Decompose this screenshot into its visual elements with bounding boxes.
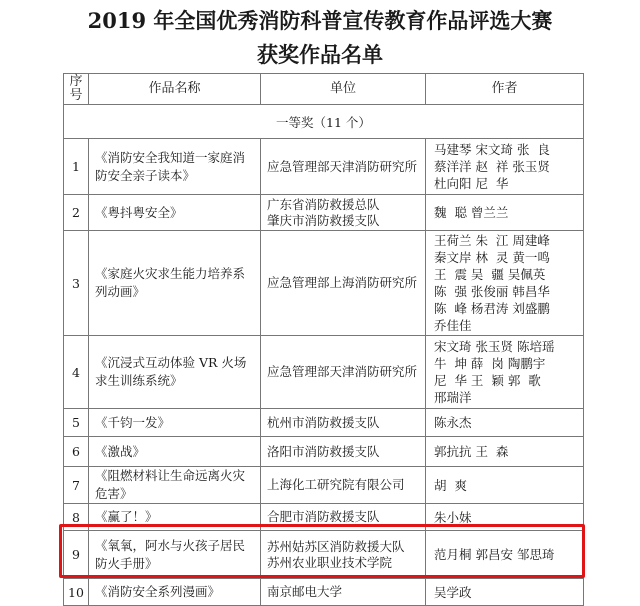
table-row-highlighted xyxy=(64,531,584,579)
section-row xyxy=(64,105,584,139)
row-seq: 9 xyxy=(64,531,89,579)
table-row xyxy=(64,195,584,231)
document-title: 2019 年全国优秀消防科普宣传教育作品评选大赛 xyxy=(87,8,553,33)
row-unit: 应急管理部上海消防研究所 xyxy=(261,231,426,336)
header-author: 作者 xyxy=(426,74,584,105)
row-seq: 4 xyxy=(64,336,89,409)
row-seq: 10 xyxy=(64,579,89,606)
row-author: 范月桐 郭昌安 邹思琦 xyxy=(426,531,584,579)
table-row xyxy=(64,504,584,531)
document-subtitle: 获奖作品名单 xyxy=(257,42,383,67)
table-header-row xyxy=(64,74,584,105)
row-seq: 6 xyxy=(64,437,89,467)
section-label: 一等奖（11 个） xyxy=(64,105,584,139)
row-seq: 3 xyxy=(64,231,89,336)
row-unit: 洛阳市消防救援支队 xyxy=(261,437,426,467)
row-author: 胡 爽 xyxy=(426,467,584,504)
row-name: 《激战》 xyxy=(89,437,261,467)
row-name: 《赢了！》 xyxy=(89,504,261,531)
row-author: 魏 聪 曾兰兰 xyxy=(426,195,584,231)
awards-table xyxy=(63,73,584,606)
row-name: 《沉浸式互动体验 VR 火场求生训练系统》 xyxy=(89,336,261,409)
row-unit: 上海化工研究院有限公司 xyxy=(261,467,426,504)
row-unit: 合肥市消防救援支队 xyxy=(261,504,426,531)
table-row xyxy=(64,336,584,409)
row-author: 陈永杰 xyxy=(426,409,584,437)
row-name: 《消防安全系列漫画》 xyxy=(89,579,261,606)
row-seq: 1 xyxy=(64,139,89,195)
row-author: 吴学政 xyxy=(426,579,584,606)
row-unit: 南京邮电大学 xyxy=(261,579,426,606)
row-author: 马建琴 宋文琦 张 良 蔡洋洋 赵 祥 张玉贤 杜向阳 尼 华 xyxy=(426,139,584,195)
table-row xyxy=(64,437,584,467)
row-author: 宋文琦 张玉贤 陈培瑶 牛 坤 薛 岗 陶鹏宇 尼 华 王 颖 郭 歌 邢瑞洋 xyxy=(426,336,584,409)
row-unit: 苏州姑苏区消防救援大队 苏州农业职业技术学院 xyxy=(261,531,426,579)
table-row xyxy=(64,139,584,195)
row-name: 《千钧一发》 xyxy=(89,409,261,437)
row-author: 王荷兰 朱 江 周建峰 秦文岸 林 灵 黄一鸣 王 震 吴 疆 吴佩英 陈 强 张俊丽 韩昌华 陈 峰 杨君涛 刘盛鹏 乔佳佳 xyxy=(426,231,584,336)
row-name: 《粤抖粤安全》 xyxy=(89,195,261,231)
row-name: 《氧氧，阿水与火孩子居民防火手册》 xyxy=(89,531,261,579)
table-row xyxy=(64,409,584,437)
header-unit: 单位 xyxy=(261,74,426,105)
row-name: 《消防安全我知道一家庭消防安全亲子读本》 xyxy=(89,139,261,195)
row-author: 郭抗抗 王 森 xyxy=(426,437,584,467)
row-seq: 8 xyxy=(64,504,89,531)
row-seq: 2 xyxy=(64,195,89,231)
row-name: 《家庭火灾求生能力培养系列动画》 xyxy=(89,231,261,336)
row-unit: 应急管理部天津消防研究所 xyxy=(261,139,426,195)
row-author: 朱小妹 xyxy=(426,504,584,531)
table-row xyxy=(64,579,584,606)
table-row xyxy=(64,467,584,504)
row-unit: 广东省消防救援总队 肇庆市消防救援支队 xyxy=(261,195,426,231)
header-name: 作品名称 xyxy=(89,74,261,105)
row-unit: 应急管理部天津消防研究所 xyxy=(261,336,426,409)
header-seq: 序 号 xyxy=(64,74,89,105)
row-name: 《阻燃材料让生命远离火灾危害》 xyxy=(89,467,261,504)
row-unit: 杭州市消防救援支队 xyxy=(261,409,426,437)
table-row xyxy=(64,231,584,336)
row-seq: 7 xyxy=(64,467,89,504)
row-seq: 5 xyxy=(64,409,89,437)
